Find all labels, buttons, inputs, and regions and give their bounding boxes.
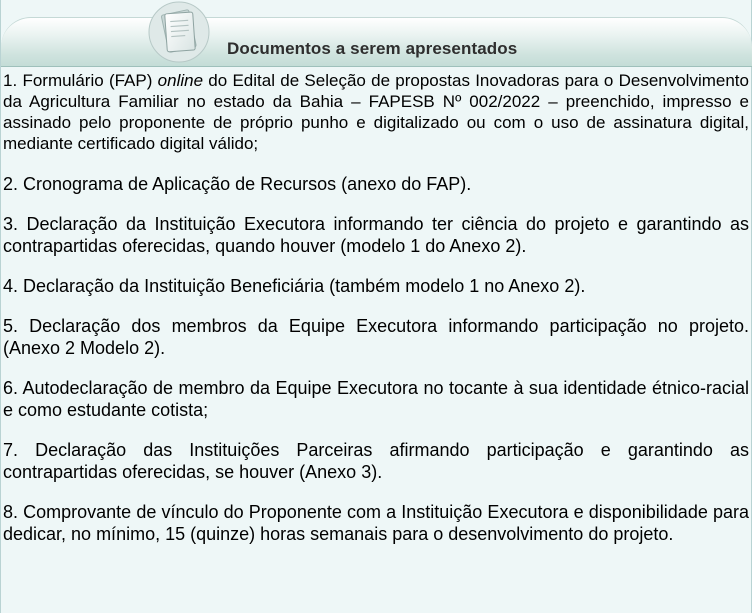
list-item: 5. Declaração dos membros da Equipe Executora informando participação no projeto. (Anexo 2 Modelo 2). <box>3 316 749 358</box>
list-item: 8. Comprovante de vínculo do Proponente com a Instituição Executora e disponibilidade para dedicar, no mínimo, 15 (quinze) horas semanais para o desenvolvimento do projeto. <box>3 502 749 544</box>
list-item: 6. Autodeclaração de membro da Equipe Executora no tocante à sua identidade étnico-racial e como estudante cotista; <box>3 378 749 420</box>
list-item: 3. Declaração da Instituição Executora informando ter ciência do projeto e garantindo as contrapartidas oferecidas, quando houver (modelo 1 do Anexo 2). <box>3 214 749 256</box>
list-item: 1. Formulário (FAP) online do Edital de Seleção de propostas Inovadoras para o Desenvolvimento da Agricultura Familiar no estado da Bahia – FAPESB Nº 002/2022 – preenchido, impresso e assinado pelo proponente de próprio punho e digitalizado ou com o uso de assinatura digital, mediante certificado digital válido; <box>3 71 749 153</box>
list-item: 7. Declaração das Instituições Parceiras afirmando participação e garantindo as contrapartidas oferecidas, se houver (Anexo 3). <box>3 440 749 482</box>
documents-list <box>3 70 749 545</box>
header-divider <box>1 66 752 67</box>
panel-title: Documentos a serem apresentados <box>227 39 518 58</box>
list-item: 4. Declaração da Instituição Beneficiária (também modelo 1 no Anexo 2). <box>3 276 586 296</box>
list-item: 2. Cronograma de Aplicação de Recursos (anexo do FAP). <box>3 174 472 194</box>
documents-icon <box>144 0 214 64</box>
